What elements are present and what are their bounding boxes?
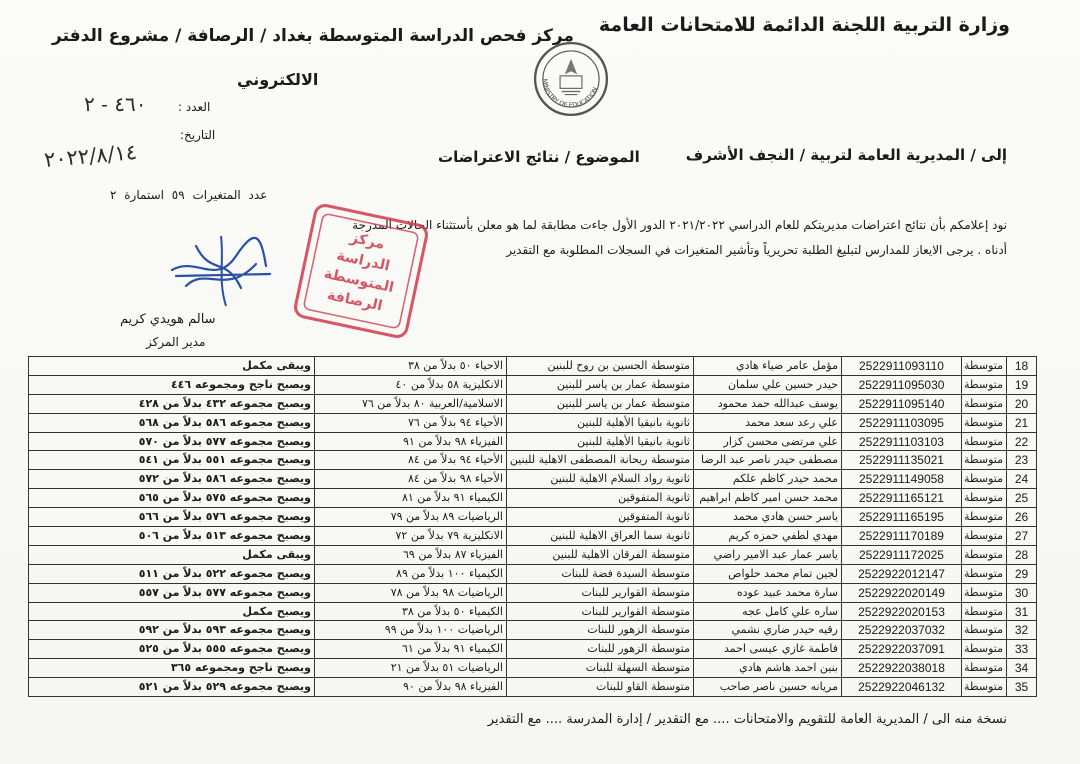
table-row bbox=[29, 432, 1037, 451]
stage-cell: متوسطة bbox=[962, 640, 1007, 659]
subject-change-cell: الأحياء ٩٤ بدلاً من ٧٦ bbox=[315, 413, 507, 432]
result-cell: ويصبح مجموعه ٥٢٢ بدلاً من ٥١١ bbox=[29, 564, 315, 583]
student-name-cell: بنين احمد هاشم هادي bbox=[694, 659, 842, 678]
school-cell: متوسطة القوارير للبنات bbox=[507, 583, 694, 602]
row-number: 23 bbox=[1007, 451, 1037, 470]
stage-cell: متوسطة bbox=[962, 621, 1007, 640]
variables-count: عدد المتغيرات ٥٩ استمارة ٢ bbox=[110, 188, 268, 202]
row-number: 18 bbox=[1007, 357, 1037, 376]
student-name-cell: محمد حيدر كاظم علكم bbox=[694, 470, 842, 489]
subject-change-cell: الأحياء ٩٨ بدلاً من ٨٤ bbox=[315, 470, 507, 489]
table-row bbox=[29, 489, 1037, 508]
subject-change-cell: الاحياء ٥٠ بدلاً من ٣٨ bbox=[315, 357, 507, 376]
school-cell: ثانوية سما العراق الاهلية للبنين bbox=[507, 527, 694, 546]
number-value: ٤٦٠ - ٢ bbox=[84, 92, 147, 116]
row-number: 33 bbox=[1007, 640, 1037, 659]
school-cell: ثانوية المتفوقين bbox=[507, 489, 694, 508]
stage-cell: متوسطة bbox=[962, 489, 1007, 508]
subject-line: الموضوع / نتائج الاعتراضات bbox=[438, 148, 640, 166]
student-name-cell: لجين تمام محمد حلواص bbox=[694, 564, 842, 583]
exam-number-cell: 2522911095030 bbox=[842, 375, 962, 394]
row-number: 31 bbox=[1007, 602, 1037, 621]
row-number: 29 bbox=[1007, 564, 1037, 583]
student-name-cell: مريانه حسين ناصر صاحب bbox=[694, 678, 842, 697]
result-cell: ويصبح مجموعه ٥٧٥ بدلاً من ٥٦٥ bbox=[29, 489, 315, 508]
student-name-cell: ساره علي كامل عجه bbox=[694, 602, 842, 621]
ministry-seal-icon bbox=[532, 40, 610, 118]
results-table bbox=[28, 356, 1037, 697]
result-cell: ويصبح مجموعه ٥١٣ بدلاً من ٥٠٦ bbox=[29, 527, 315, 546]
result-cell: ويصبح مجموعه ٥٧٧ بدلاً من ٥٥٧ bbox=[29, 583, 315, 602]
exam-number-cell: 2522922020149 bbox=[842, 583, 962, 602]
subject-change-cell: الفيزياء ٨٧ بدلاً من ٦٩ bbox=[315, 545, 507, 564]
date-value: ٢٠٢٢/٨/١٤ bbox=[43, 139, 138, 173]
subject-change-cell: الفيزياء ٩٨ بدلاً من ٩٠ bbox=[315, 678, 507, 697]
stamp-text: مركز الدراسة المتوسطة الرصافة bbox=[322, 229, 396, 315]
stage-cell: متوسطة bbox=[962, 470, 1007, 489]
school-cell: متوسطة عمار بن ياسر للبنين bbox=[507, 394, 694, 413]
student-name-cell: حيدر حسين علي سلمان bbox=[694, 375, 842, 394]
subject-change-cell: الكيمياء ٥٠ بدلاً من ٣٨ bbox=[315, 602, 507, 621]
stage-cell: متوسطة bbox=[962, 432, 1007, 451]
subject-change-cell: الانكليزية ٧٩ بدلاً من ٧٢ bbox=[315, 527, 507, 546]
exam-number-cell: 2522922020153 bbox=[842, 602, 962, 621]
exam-number-cell: 2522911103103 bbox=[842, 432, 962, 451]
student-name-cell: ياسر حسن هادي محمد bbox=[694, 508, 842, 527]
row-number: 21 bbox=[1007, 413, 1037, 432]
copy-to-line: نسخة منه الى / المديرية العامة للتقويم والامتحانات .... مع التقدير / إدارة المدرسة .... مع التقدير bbox=[487, 712, 1007, 727]
result-cell: ويصبح ناجح ومجموعه ٣٦٥ bbox=[29, 659, 315, 678]
recipient-line: إلى / المديرية العامة لتربية / النجف الأشرف bbox=[685, 146, 1007, 164]
exam-number-cell: 2522911095140 bbox=[842, 394, 962, 413]
row-number: 28 bbox=[1007, 545, 1037, 564]
result-cell: ويصبح مجموعه ٥٥١ بدلاً من ٥٤١ bbox=[29, 451, 315, 470]
exam-number-cell: 2522911170189 bbox=[842, 527, 962, 546]
stage-cell: متوسطة bbox=[962, 357, 1007, 376]
stage-cell: متوسطة bbox=[962, 394, 1007, 413]
table-row bbox=[29, 375, 1037, 394]
table-row bbox=[29, 470, 1037, 489]
exam-number-cell: 2522922012147 bbox=[842, 564, 962, 583]
table-row bbox=[29, 564, 1037, 583]
student-name-cell: مصطفى حيدر ناصر عبد الرضا bbox=[694, 451, 842, 470]
row-number: 34 bbox=[1007, 659, 1037, 678]
result-cell: ويصبح مجموعه ٥٥٥ بدلاً من ٥٢٥ bbox=[29, 640, 315, 659]
stage-cell: متوسطة bbox=[962, 527, 1007, 546]
subject-change-cell: الرياضيات ٨٩ بدلاً من ٧٩ bbox=[315, 508, 507, 527]
stage-cell: متوسطة bbox=[962, 413, 1007, 432]
subject-change-cell: الاسلامية/العربية ٨٠ بدلاً من ٧٦ bbox=[315, 394, 507, 413]
official-stamp-icon bbox=[290, 200, 432, 342]
school-cell: متوسطة القوارير للبنات bbox=[507, 602, 694, 621]
table-row bbox=[29, 527, 1037, 546]
school-cell: متوسطة القاو للبنات bbox=[507, 678, 694, 697]
row-number: 35 bbox=[1007, 678, 1037, 697]
school-cell: متوسطة السيدة فضة للبنات bbox=[507, 564, 694, 583]
school-cell: ثانوية رواد السلام الاهلية للبنين bbox=[507, 470, 694, 489]
signer-title: مدير المركز bbox=[146, 335, 206, 349]
center-header-line1: مركز فحص الدراسة المتوسطة بغداد / الرصافة / مشروع الدفتر bbox=[52, 26, 574, 46]
student-name-cell: مؤمل عامر ضياء هادي bbox=[694, 357, 842, 376]
student-name-cell: يوسف عبدالله حمد محمود bbox=[694, 394, 842, 413]
result-cell: ويبقى مكمل bbox=[29, 545, 315, 564]
number-label: العدد : bbox=[178, 100, 211, 114]
table-row bbox=[29, 357, 1037, 376]
subject-change-cell: الانكليزية ٥٨ بدلاً من ٤٠ bbox=[315, 375, 507, 394]
subject-change-cell: الأحياء ٩٤ بدلاً من ٨٤ bbox=[315, 451, 507, 470]
row-number: 24 bbox=[1007, 470, 1037, 489]
exam-number-cell: 2522911165121 bbox=[842, 489, 962, 508]
result-cell: ويصبح مجموعه ٤٣٢ بدلاً من ٤٢٨ bbox=[29, 394, 315, 413]
school-cell: متوسطة السهلة للبنات bbox=[507, 659, 694, 678]
exam-number-cell: 2522911149058 bbox=[842, 470, 962, 489]
row-number: 26 bbox=[1007, 508, 1037, 527]
student-name-cell: ياسر عمار عبد الامير راضي bbox=[694, 545, 842, 564]
result-cell: ويصبح مجموعه ٥٩٣ بدلاً من ٥٩٢ bbox=[29, 621, 315, 640]
row-number: 30 bbox=[1007, 583, 1037, 602]
signature-icon bbox=[166, 226, 276, 314]
school-cell: ثانوية المتفوقين bbox=[507, 508, 694, 527]
body-text-line1: نود إعلامكم بأن نتائج اعتراضات مديريتكم للعام الدراسي ٢٠٢١/٢٠٢٢ الدور الأول جاءت مطابقة لما هو معلن بأستثناء الحالات المدرجة bbox=[352, 218, 1007, 232]
subject-change-cell: الكيمياء ٩١ بدلاً من ٦١ bbox=[315, 640, 507, 659]
subject-change-cell: الكيمياء ١٠٠ بدلاً من ٨٩ bbox=[315, 564, 507, 583]
result-cell: ويصبح مجموعه ٥٧٧ بدلاً من ٥٧٠ bbox=[29, 432, 315, 451]
row-number: 22 bbox=[1007, 432, 1037, 451]
table-row bbox=[29, 621, 1037, 640]
center-header-line2: الالكتروني bbox=[237, 70, 319, 89]
result-cell: ويبقى مكمل bbox=[29, 357, 315, 376]
exam-number-cell: 2522911172025 bbox=[842, 545, 962, 564]
school-cell: ثانوية بانيقيا الأهلية للبنين bbox=[507, 432, 694, 451]
stage-cell: متوسطة bbox=[962, 659, 1007, 678]
school-cell: ثانوية بانيقيا الأهلية للبنين bbox=[507, 413, 694, 432]
student-name-cell: محمد حسن امير كاظم ابراهيم bbox=[694, 489, 842, 508]
body-text-line2: أدناه . يرجى الايعاز للمدارس لتبليغ الطلبة تحريرياً وتأشير المتغيرات في السجلات المطلوبة مع التقدير bbox=[506, 243, 1007, 257]
result-cell: ويصبح مكمل bbox=[29, 602, 315, 621]
school-cell: متوسطة ريحانة المصطفى الاهلية للبنين bbox=[507, 451, 694, 470]
result-cell: ويصبح مجموعه ٥٨٦ بدلاً من ٥٧٢ bbox=[29, 470, 315, 489]
exam-number-cell: 2522922046132 bbox=[842, 678, 962, 697]
table-row bbox=[29, 413, 1037, 432]
school-cell: متوسطة الزهور للبنات bbox=[507, 621, 694, 640]
table-row bbox=[29, 659, 1037, 678]
table-row bbox=[29, 583, 1037, 602]
exam-number-cell: 2522922037091 bbox=[842, 640, 962, 659]
stage-cell: متوسطة bbox=[962, 545, 1007, 564]
row-number: 32 bbox=[1007, 621, 1037, 640]
table-row bbox=[29, 508, 1037, 527]
date-label: التاريخ: bbox=[180, 128, 216, 142]
stage-cell: متوسطة bbox=[962, 508, 1007, 527]
student-name-cell: علي رعد سعد محمد bbox=[694, 413, 842, 432]
table-row bbox=[29, 602, 1037, 621]
stage-cell: متوسطة bbox=[962, 678, 1007, 697]
stage-cell: متوسطة bbox=[962, 583, 1007, 602]
table-row bbox=[29, 678, 1037, 697]
school-cell: متوسطة عمار بن ياسر للبنين bbox=[507, 375, 694, 394]
stage-cell: متوسطة bbox=[962, 375, 1007, 394]
row-number: 19 bbox=[1007, 375, 1037, 394]
svg-text:MINISTRY OF EDUCATION bbox=[541, 78, 600, 109]
subject-change-cell: الفيزياء ٩٨ بدلاً من ٩١ bbox=[315, 432, 507, 451]
result-cell: ويصبح مجموعه ٥٧٦ بدلاً من ٥٦٦ bbox=[29, 508, 315, 527]
subject-change-cell: الرياضيات ١٠٠ بدلاً من ٩٩ bbox=[315, 621, 507, 640]
exam-number-cell: 2522922037032 bbox=[842, 621, 962, 640]
signer-name: سالم هويدي كريم bbox=[120, 312, 216, 327]
row-number: 20 bbox=[1007, 394, 1037, 413]
exam-number-cell: 2522911103095 bbox=[842, 413, 962, 432]
ministry-header: وزارة التربية اللجنة الدائمة للامتحانات العامة bbox=[598, 14, 1010, 36]
row-number: 27 bbox=[1007, 527, 1037, 546]
student-name-cell: علي مرتضى محسن كزار bbox=[694, 432, 842, 451]
result-cell: ويصبح ناجح ومجموعه ٤٤٦ bbox=[29, 375, 315, 394]
student-name-cell: رقيه حيدر ضاري نشمي bbox=[694, 621, 842, 640]
subject-change-cell: الكيمياء ٩١ بدلاً من ٨١ bbox=[315, 489, 507, 508]
exam-number-cell: 2522911093110 bbox=[842, 357, 962, 376]
table-row bbox=[29, 451, 1037, 470]
student-name-cell: سارة محمد عبيد عوده bbox=[694, 583, 842, 602]
exam-number-cell: 2522911135021 bbox=[842, 451, 962, 470]
exam-number-cell: 2522922038018 bbox=[842, 659, 962, 678]
stage-cell: متوسطة bbox=[962, 451, 1007, 470]
stage-cell: متوسطة bbox=[962, 602, 1007, 621]
result-cell: ويصبح مجموعه ٥٨٦ بدلاً من ٥٦٨ bbox=[29, 413, 315, 432]
result-cell: ويصبح مجموعه ٥٢٩ بدلاً من ٥٢١ bbox=[29, 678, 315, 697]
row-number: 25 bbox=[1007, 489, 1037, 508]
subject-change-cell: الرياضيات ٩٨ بدلاً من ٧٨ bbox=[315, 583, 507, 602]
school-cell: متوسطة الزهور للبنات bbox=[507, 640, 694, 659]
school-cell: متوسطة الحسين بن روح للبنين bbox=[507, 357, 694, 376]
school-cell: متوسطة الفرقان الاهلية للبنين bbox=[507, 545, 694, 564]
student-name-cell: فاطمة غازي عيسى احمد bbox=[694, 640, 842, 659]
subject-change-cell: الرياضيات ٥١ بدلاً من ٢١ bbox=[315, 659, 507, 678]
student-name-cell: مهدي لطفي حمزه كريم bbox=[694, 527, 842, 546]
table-row bbox=[29, 545, 1037, 564]
table-row bbox=[29, 394, 1037, 413]
table-row bbox=[29, 640, 1037, 659]
exam-number-cell: 2522911165195 bbox=[842, 508, 962, 527]
seal-text: MINISTRY OF EDUCATION bbox=[540, 78, 600, 110]
stage-cell: متوسطة bbox=[962, 564, 1007, 583]
